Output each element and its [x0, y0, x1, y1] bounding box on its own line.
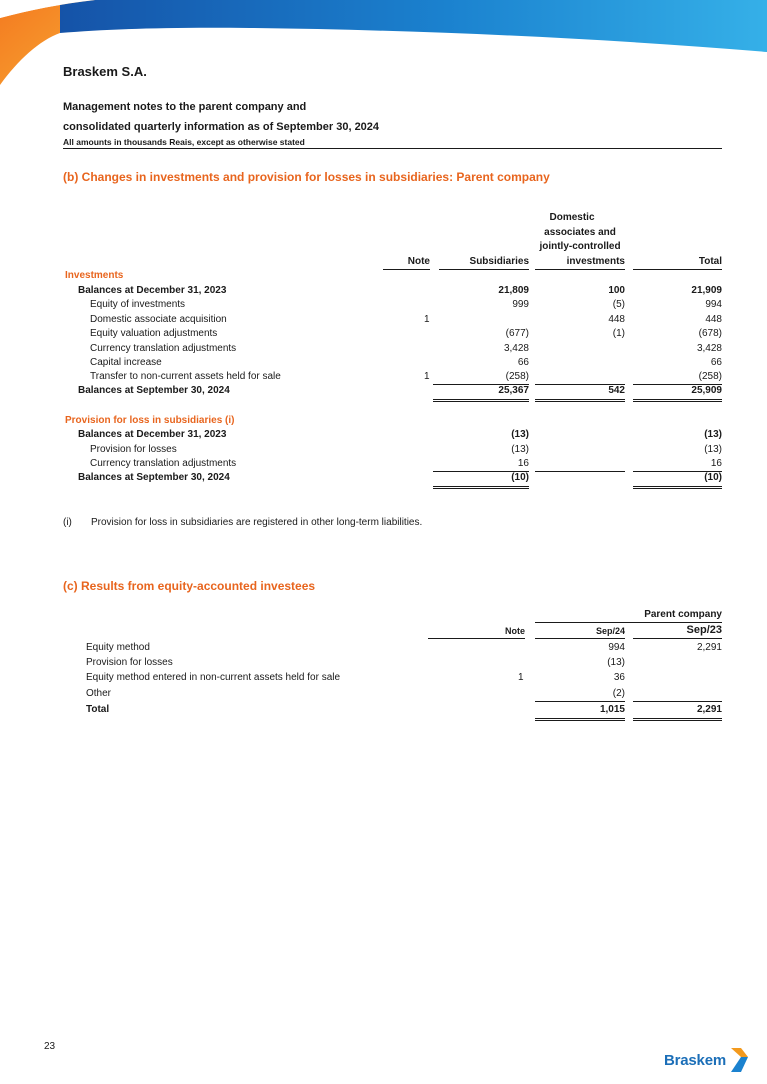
double-rule — [633, 718, 722, 719]
table-row: Equity method 994 2,291 — [86, 642, 722, 653]
double-rule — [535, 401, 625, 402]
table-row: Total 1,015 2,291 — [86, 704, 722, 715]
col-note: Note — [505, 626, 525, 636]
header-rule-note — [428, 638, 525, 639]
provision-label: Provision for loss in subsidiaries (i) — [65, 415, 235, 426]
report-subtitle-line1: Management notes to the parent company and — [63, 101, 307, 113]
table-row: Transfer to non-current assets held for sale 1 (258) (258) — [90, 371, 722, 382]
double-rule — [633, 488, 722, 489]
table-row: Provision for losses (13) — [86, 657, 625, 668]
subtotal-rule — [633, 701, 722, 702]
section-c-title: (c) Results from equity-accounted investees — [63, 579, 316, 593]
footnote-text: Provision for loss in subsidiaries are registered in other long-term liabilities. — [91, 517, 423, 528]
investments-table — [63, 212, 723, 492]
braskem-chevron-icon — [728, 1047, 750, 1073]
amounts-note: All amounts in thousands Reais, except as otherwise stated — [63, 137, 305, 147]
logo-wordmark: Braskem — [664, 1051, 726, 1069]
double-rule — [633, 486, 722, 487]
col-subsidiaries: Subsidiaries — [469, 256, 529, 267]
table-row: Balances at September 30, 2024 25,367 542 25,909 — [78, 385, 722, 396]
double-rule — [535, 399, 625, 400]
braskem-logo — [664, 1047, 750, 1073]
col-note: Note — [407, 256, 430, 267]
footnote-marker: (i) — [63, 517, 72, 528]
col-domestic-line2: associates and — [544, 227, 616, 238]
col-total: Total — [698, 256, 722, 267]
double-rule — [535, 718, 625, 719]
double-rule — [433, 399, 529, 400]
table-row: Capital increase 66 66 — [90, 357, 722, 368]
report-subtitle-line2: consolidated quarterly information as of September 30, 2024 — [63, 121, 380, 133]
col-domestic-line3: jointly-controlled — [539, 241, 621, 252]
table-row: Currency translation adjustments 3,428 3,428 — [90, 343, 722, 354]
table-row: Currency translation adjustments 16 16 — [90, 458, 722, 469]
parent-company-header: Parent company — [644, 609, 722, 620]
table-row: Balances at December 31, 2023 21,809 100 21,909 — [78, 285, 722, 296]
header-rule-domestic — [535, 269, 625, 270]
col-domestic-line4: investments — [566, 256, 625, 267]
table-row: Balances at December 31, 2023 (13) (13) — [78, 429, 722, 440]
col-domestic-line1: Domestic — [549, 212, 595, 223]
double-rule — [433, 401, 529, 402]
table-row: Balances at September 30, 2024 (10) (10) — [78, 472, 722, 483]
group-header-rule — [535, 622, 722, 623]
double-rule — [535, 720, 625, 721]
section-b-title: (b) Changes in investments and provision for losses in subsidiaries: Parent company — [63, 170, 550, 184]
table-row: Equity method entered in non-current assets held for sale 1 36 — [86, 672, 625, 683]
table-row: Domestic associate acquisition 1 448 448 — [90, 314, 722, 325]
double-rule — [433, 488, 529, 489]
table-row: Provision for losses (13) (13) — [90, 444, 722, 455]
double-rule — [633, 399, 722, 400]
header-rule-note — [383, 269, 430, 270]
table-row: Equity valuation adjustments (677) (1) (678) — [90, 328, 722, 339]
table-row: Other (2) — [86, 688, 625, 699]
double-rule — [433, 486, 529, 487]
header-rule-sep24 — [535, 638, 625, 639]
page-number: 23 — [44, 1041, 56, 1052]
header-divider — [63, 148, 722, 149]
double-rule — [633, 720, 722, 721]
equity-results-table — [63, 608, 723, 738]
header-rule-sep23 — [633, 638, 722, 639]
double-rule — [633, 401, 722, 402]
investments-label: Investments — [65, 270, 124, 281]
col-sep23: Sep/23 — [686, 624, 722, 636]
table-row: Equity of investments 999 (5) 994 — [90, 299, 722, 310]
subtotal-rule — [535, 701, 625, 702]
header-rule-subsidiaries — [439, 269, 529, 270]
col-sep24: Sep/24 — [595, 626, 625, 636]
company-name: Braskem S.A. — [63, 64, 147, 79]
header-rule-total — [633, 269, 722, 270]
